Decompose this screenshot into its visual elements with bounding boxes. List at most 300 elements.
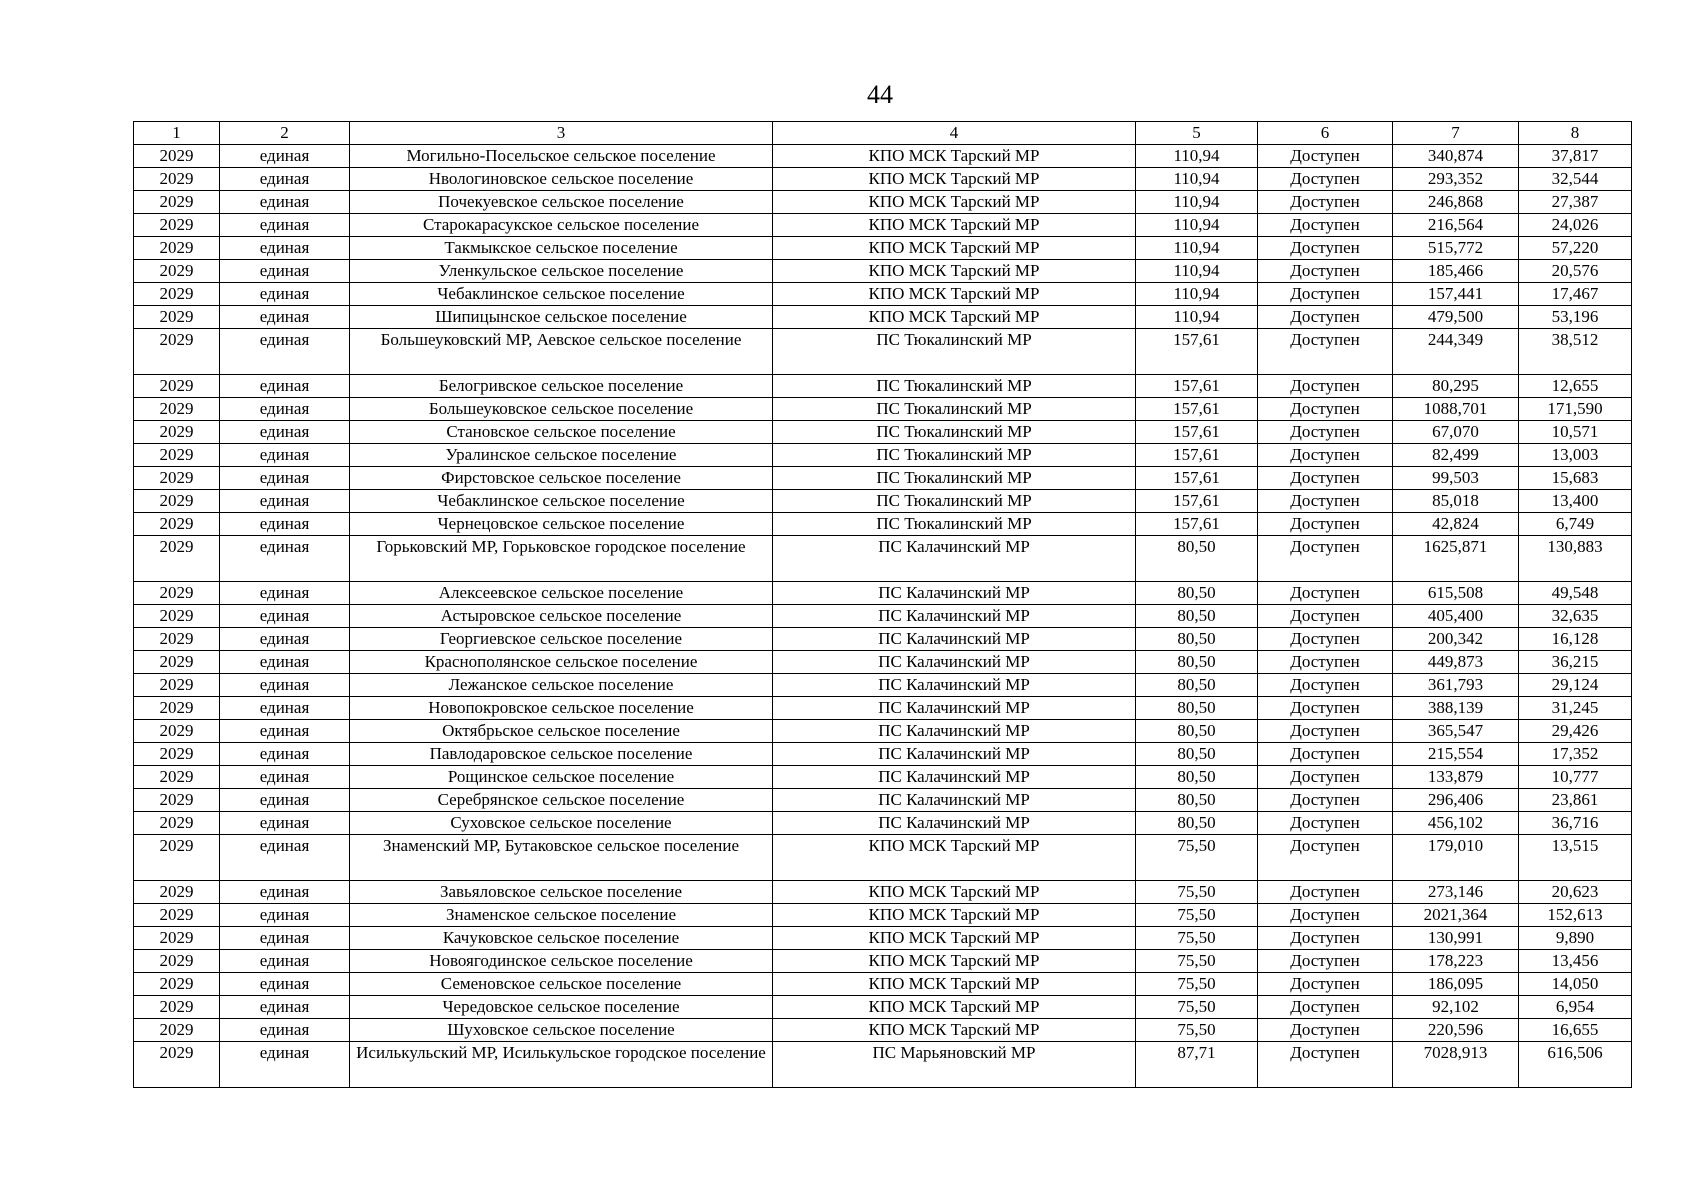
settlement-cell: Качуковское сельское поселение <box>350 927 773 950</box>
value-cell: 75,50 <box>1136 881 1258 904</box>
table-row <box>134 398 1632 421</box>
source-cell: ПС Тюкалинский МР <box>773 398 1136 421</box>
value-cell: 80,50 <box>1136 536 1258 582</box>
settlement-cell: Фирстовское сельское поселение <box>350 467 773 490</box>
amount-cell: 36,215 <box>1519 651 1632 674</box>
volume-cell: 388,139 <box>1393 697 1519 720</box>
amount-cell: 6,749 <box>1519 513 1632 536</box>
amount-cell: 17,467 <box>1519 283 1632 306</box>
amount-cell: 171,590 <box>1519 398 1632 421</box>
source-cell: ПС Тюкалинский МР <box>773 467 1136 490</box>
source-cell: КПО МСК Тарский МР <box>773 283 1136 306</box>
source-cell: КПО МСК Тарский МР <box>773 260 1136 283</box>
value-cell: 80,50 <box>1136 789 1258 812</box>
volume-cell: 244,349 <box>1393 329 1519 375</box>
amount-cell: 27,387 <box>1519 191 1632 214</box>
settlement-cell: Такмыкское сельское поселение <box>350 237 773 260</box>
table-row <box>134 927 1632 950</box>
header-row <box>134 122 1632 145</box>
type-cell: единая <box>220 467 350 490</box>
settlement-cell: Серебрянское сельское поселение <box>350 789 773 812</box>
type-cell: единая <box>220 375 350 398</box>
table-row <box>134 145 1632 168</box>
volume-cell: 216,564 <box>1393 214 1519 237</box>
settlement-cell: Старокарасукское сельское поселение <box>350 214 773 237</box>
source-cell: ПС Калачинский МР <box>773 743 1136 766</box>
value-cell: 157,61 <box>1136 421 1258 444</box>
source-cell: ПС Калачинский МР <box>773 674 1136 697</box>
table-row <box>134 375 1632 398</box>
amount-cell: 13,515 <box>1519 835 1632 881</box>
status-cell: Доступен <box>1258 789 1393 812</box>
settlement-cell: Могильно-Посельское сельское поселение <box>350 145 773 168</box>
value-cell: 75,50 <box>1136 996 1258 1019</box>
year-cell: 2029 <box>134 743 220 766</box>
table-row <box>134 766 1632 789</box>
settlement-cell: Уленкульское сельское поселение <box>350 260 773 283</box>
table-row <box>134 444 1632 467</box>
volume-cell: 449,873 <box>1393 651 1519 674</box>
volume-cell: 157,441 <box>1393 283 1519 306</box>
volume-cell: 340,874 <box>1393 145 1519 168</box>
settlement-cell: Шипицынское сельское поселение <box>350 306 773 329</box>
header-cell: 3 <box>350 122 773 145</box>
status-cell: Доступен <box>1258 375 1393 398</box>
volume-cell: 85,018 <box>1393 490 1519 513</box>
source-cell: ПС Тюкалинский МР <box>773 421 1136 444</box>
settlement-cell: Завьяловское сельское поселение <box>350 881 773 904</box>
type-cell: единая <box>220 697 350 720</box>
source-cell: КПО МСК Тарский МР <box>773 237 1136 260</box>
amount-cell: 32,544 <box>1519 168 1632 191</box>
amount-cell: 13,003 <box>1519 444 1632 467</box>
table-row <box>134 835 1632 881</box>
amount-cell: 57,220 <box>1519 237 1632 260</box>
source-cell: ПС Калачинский МР <box>773 628 1136 651</box>
amount-cell: 53,196 <box>1519 306 1632 329</box>
status-cell: Доступен <box>1258 536 1393 582</box>
amount-cell: 17,352 <box>1519 743 1632 766</box>
volume-cell: 2021,364 <box>1393 904 1519 927</box>
type-cell: единая <box>220 812 350 835</box>
status-cell: Доступен <box>1258 697 1393 720</box>
header-cell: 4 <box>773 122 1136 145</box>
volume-cell: 479,500 <box>1393 306 1519 329</box>
source-cell: ПС Тюкалинский МР <box>773 444 1136 467</box>
table-row <box>134 720 1632 743</box>
settlement-cell: Горьковский МР, Горьковское городское поселение <box>350 536 773 582</box>
type-cell: единая <box>220 214 350 237</box>
source-cell: ПС Марьяновский МР <box>773 1042 1136 1088</box>
source-cell: ПС Калачинский МР <box>773 582 1136 605</box>
table-row <box>134 605 1632 628</box>
year-cell: 2029 <box>134 536 220 582</box>
type-cell: единая <box>220 789 350 812</box>
value-cell: 157,61 <box>1136 467 1258 490</box>
value-cell: 157,61 <box>1136 398 1258 421</box>
header-cell: 8 <box>1519 122 1632 145</box>
type-cell: единая <box>220 743 350 766</box>
table-row <box>134 329 1632 375</box>
source-cell: ПС Тюкалинский МР <box>773 375 1136 398</box>
amount-cell: 10,571 <box>1519 421 1632 444</box>
type-cell: единая <box>220 513 350 536</box>
volume-cell: 186,095 <box>1393 973 1519 996</box>
year-cell: 2029 <box>134 1042 220 1088</box>
table-row <box>134 490 1632 513</box>
source-cell: КПО МСК Тарский МР <box>773 145 1136 168</box>
status-cell: Доступен <box>1258 490 1393 513</box>
year-cell: 2029 <box>134 812 220 835</box>
settlement-cell: Октябрьское сельское поселение <box>350 720 773 743</box>
header-cell: 5 <box>1136 122 1258 145</box>
value-cell: 80,50 <box>1136 605 1258 628</box>
value-cell: 75,50 <box>1136 950 1258 973</box>
table-row <box>134 651 1632 674</box>
year-cell: 2029 <box>134 973 220 996</box>
amount-cell: 37,817 <box>1519 145 1632 168</box>
table-row <box>134 628 1632 651</box>
year-cell: 2029 <box>134 628 220 651</box>
amount-cell: 15,683 <box>1519 467 1632 490</box>
volume-cell: 7028,913 <box>1393 1042 1519 1088</box>
status-cell: Доступен <box>1258 168 1393 191</box>
type-cell: единая <box>220 444 350 467</box>
volume-cell: 246,868 <box>1393 191 1519 214</box>
source-cell: ПС Калачинский МР <box>773 536 1136 582</box>
volume-cell: 215,554 <box>1393 743 1519 766</box>
volume-cell: 42,824 <box>1393 513 1519 536</box>
source-cell: КПО МСК Тарский МР <box>773 950 1136 973</box>
year-cell: 2029 <box>134 766 220 789</box>
page-number: 44 <box>867 80 893 109</box>
status-cell: Доступен <box>1258 812 1393 835</box>
year-cell: 2029 <box>134 674 220 697</box>
status-cell: Доступен <box>1258 720 1393 743</box>
year-cell: 2029 <box>134 996 220 1019</box>
source-cell: КПО МСК Тарский МР <box>773 168 1136 191</box>
amount-cell: 29,124 <box>1519 674 1632 697</box>
volume-cell: 179,010 <box>1393 835 1519 881</box>
type-cell: единая <box>220 628 350 651</box>
volume-cell: 1625,871 <box>1393 536 1519 582</box>
settlement-cell: Почекуевское сельское поселение <box>350 191 773 214</box>
table-row <box>134 881 1632 904</box>
type-cell: единая <box>220 1019 350 1042</box>
table-row <box>134 674 1632 697</box>
settlement-cell: Исилькульский МР, Исилькульское городское поселение <box>350 1042 773 1088</box>
status-cell: Доступен <box>1258 950 1393 973</box>
volume-cell: 515,772 <box>1393 237 1519 260</box>
status-cell: Доступен <box>1258 283 1393 306</box>
settlement-cell: Павлодаровское сельское поселение <box>350 743 773 766</box>
volume-cell: 456,102 <box>1393 812 1519 835</box>
table-row <box>134 1042 1632 1088</box>
table-row <box>134 582 1632 605</box>
status-cell: Доступен <box>1258 306 1393 329</box>
status-cell: Доступен <box>1258 674 1393 697</box>
value-cell: 80,50 <box>1136 651 1258 674</box>
volume-cell: 296,406 <box>1393 789 1519 812</box>
status-cell: Доступен <box>1258 927 1393 950</box>
year-cell: 2029 <box>134 651 220 674</box>
table-row <box>134 536 1632 582</box>
source-cell: ПС Калачинский МР <box>773 605 1136 628</box>
status-cell: Доступен <box>1258 1019 1393 1042</box>
volume-cell: 82,499 <box>1393 444 1519 467</box>
amount-cell: 29,426 <box>1519 720 1632 743</box>
value-cell: 75,50 <box>1136 1019 1258 1042</box>
value-cell: 110,94 <box>1136 214 1258 237</box>
value-cell: 110,94 <box>1136 237 1258 260</box>
settlement-cell: Суховское сельское поселение <box>350 812 773 835</box>
year-cell: 2029 <box>134 904 220 927</box>
amount-cell: 13,456 <box>1519 950 1632 973</box>
year-cell: 2029 <box>134 835 220 881</box>
year-cell: 2029 <box>134 1019 220 1042</box>
status-cell: Доступен <box>1258 605 1393 628</box>
table-row <box>134 237 1632 260</box>
value-cell: 110,94 <box>1136 145 1258 168</box>
type-cell: единая <box>220 996 350 1019</box>
status-cell: Доступен <box>1258 329 1393 375</box>
volume-cell: 361,793 <box>1393 674 1519 697</box>
settlement-cell: Знаменский МР, Бутаковское сельское поселение <box>350 835 773 881</box>
status-cell: Доступен <box>1258 237 1393 260</box>
status-cell: Доступен <box>1258 904 1393 927</box>
table-row <box>134 904 1632 927</box>
year-cell: 2029 <box>134 697 220 720</box>
source-cell: ПС Калачинский МР <box>773 697 1136 720</box>
table-row <box>134 283 1632 306</box>
type-cell: единая <box>220 582 350 605</box>
type-cell: единая <box>220 237 350 260</box>
volume-cell: 273,146 <box>1393 881 1519 904</box>
type-cell: единая <box>220 973 350 996</box>
type-cell: единая <box>220 766 350 789</box>
table-row <box>134 743 1632 766</box>
settlement-cell: Знаменское сельское поселение <box>350 904 773 927</box>
source-cell: ПС Тюкалинский МР <box>773 329 1136 375</box>
status-cell: Доступен <box>1258 996 1393 1019</box>
amount-cell: 16,655 <box>1519 1019 1632 1042</box>
volume-cell: 615,508 <box>1393 582 1519 605</box>
source-cell: ПС Калачинский МР <box>773 812 1136 835</box>
year-cell: 2029 <box>134 214 220 237</box>
amount-cell: 20,623 <box>1519 881 1632 904</box>
year-cell: 2029 <box>134 513 220 536</box>
source-cell: КПО МСК Тарский МР <box>773 835 1136 881</box>
source-cell: КПО МСК Тарский МР <box>773 1019 1136 1042</box>
value-cell: 157,61 <box>1136 375 1258 398</box>
source-cell: ПС Калачинский МР <box>773 651 1136 674</box>
value-cell: 80,50 <box>1136 582 1258 605</box>
type-cell: единая <box>220 490 350 513</box>
table-row <box>134 1019 1632 1042</box>
type-cell: единая <box>220 329 350 375</box>
source-cell: КПО МСК Тарский МР <box>773 306 1136 329</box>
type-cell: единая <box>220 651 350 674</box>
year-cell: 2029 <box>134 720 220 743</box>
year-cell: 2029 <box>134 490 220 513</box>
header-cell: 1 <box>134 122 220 145</box>
settlement-cell: Чебаклинское сельское поселение <box>350 283 773 306</box>
status-cell: Доступен <box>1258 973 1393 996</box>
table-row <box>134 697 1632 720</box>
value-cell: 80,50 <box>1136 720 1258 743</box>
settlement-cell: Новоягодинское сельское поселение <box>350 950 773 973</box>
table-row <box>134 306 1632 329</box>
type-cell: единая <box>220 306 350 329</box>
status-cell: Доступен <box>1258 743 1393 766</box>
value-cell: 157,61 <box>1136 490 1258 513</box>
year-cell: 2029 <box>134 467 220 490</box>
amount-cell: 6,954 <box>1519 996 1632 1019</box>
value-cell: 75,50 <box>1136 904 1258 927</box>
status-cell: Доступен <box>1258 1042 1393 1088</box>
status-cell: Доступен <box>1258 191 1393 214</box>
value-cell: 80,50 <box>1136 674 1258 697</box>
settlement-cell: Чебаклинское сельское поселение <box>350 490 773 513</box>
value-cell: 80,50 <box>1136 628 1258 651</box>
year-cell: 2029 <box>134 283 220 306</box>
value-cell: 110,94 <box>1136 283 1258 306</box>
year-cell: 2029 <box>134 375 220 398</box>
status-cell: Доступен <box>1258 881 1393 904</box>
year-cell: 2029 <box>134 168 220 191</box>
source-cell: КПО МСК Тарский МР <box>773 214 1136 237</box>
value-cell: 80,50 <box>1136 697 1258 720</box>
value-cell: 110,94 <box>1136 168 1258 191</box>
settlement-cell: Уралинское сельское поселение <box>350 444 773 467</box>
settlement-cell: Белогривское сельское поселение <box>350 375 773 398</box>
settlement-cell: Семеновское сельское поселение <box>350 973 773 996</box>
amount-cell: 38,512 <box>1519 329 1632 375</box>
settlement-cell: Алексеевское сельское поселение <box>350 582 773 605</box>
source-cell: КПО МСК Тарский МР <box>773 881 1136 904</box>
volume-cell: 200,342 <box>1393 628 1519 651</box>
table-row <box>134 214 1632 237</box>
settlement-cell: Чернецовское сельское поселение <box>350 513 773 536</box>
settlement-cell: Лежанское сельское поселение <box>350 674 773 697</box>
amount-cell: 49,548 <box>1519 582 1632 605</box>
year-cell: 2029 <box>134 582 220 605</box>
status-cell: Доступен <box>1258 398 1393 421</box>
value-cell: 110,94 <box>1136 191 1258 214</box>
volume-cell: 67,070 <box>1393 421 1519 444</box>
status-cell: Доступен <box>1258 628 1393 651</box>
year-cell: 2029 <box>134 398 220 421</box>
year-cell: 2029 <box>134 927 220 950</box>
source-cell: ПС Калачинский МР <box>773 789 1136 812</box>
value-cell: 157,61 <box>1136 444 1258 467</box>
amount-cell: 31,245 <box>1519 697 1632 720</box>
amount-cell: 616,506 <box>1519 1042 1632 1088</box>
value-cell: 75,50 <box>1136 973 1258 996</box>
settlement-cell: Большеуковское сельское поселение <box>350 398 773 421</box>
type-cell: единая <box>220 835 350 881</box>
source-cell: КПО МСК Тарский МР <box>773 904 1136 927</box>
type-cell: единая <box>220 168 350 191</box>
year-cell: 2029 <box>134 260 220 283</box>
amount-cell: 13,400 <box>1519 490 1632 513</box>
type-cell: единая <box>220 950 350 973</box>
amount-cell: 24,026 <box>1519 214 1632 237</box>
type-cell: единая <box>220 927 350 950</box>
source-cell: ПС Тюкалинский МР <box>773 513 1136 536</box>
volume-cell: 1088,701 <box>1393 398 1519 421</box>
year-cell: 2029 <box>134 444 220 467</box>
table-row <box>134 467 1632 490</box>
amount-cell: 12,655 <box>1519 375 1632 398</box>
status-cell: Доступен <box>1258 467 1393 490</box>
type-cell: единая <box>220 421 350 444</box>
year-cell: 2029 <box>134 237 220 260</box>
value-cell: 80,50 <box>1136 766 1258 789</box>
type-cell: единая <box>220 145 350 168</box>
amount-cell: 14,050 <box>1519 973 1632 996</box>
type-cell: единая <box>220 191 350 214</box>
source-cell: КПО МСК Тарский МР <box>773 973 1136 996</box>
volume-cell: 405,400 <box>1393 605 1519 628</box>
value-cell: 110,94 <box>1136 260 1258 283</box>
source-cell: КПО МСК Тарский МР <box>773 191 1136 214</box>
data-table <box>133 121 1632 1088</box>
volume-cell: 92,102 <box>1393 996 1519 1019</box>
year-cell: 2029 <box>134 789 220 812</box>
type-cell: единая <box>220 283 350 306</box>
value-cell: 75,50 <box>1136 927 1258 950</box>
amount-cell: 20,576 <box>1519 260 1632 283</box>
amount-cell: 32,635 <box>1519 605 1632 628</box>
table-row <box>134 973 1632 996</box>
volume-cell: 220,596 <box>1393 1019 1519 1042</box>
settlement-cell: Шуховское сельское поселение <box>350 1019 773 1042</box>
status-cell: Доступен <box>1258 421 1393 444</box>
status-cell: Доступен <box>1258 582 1393 605</box>
value-cell: 80,50 <box>1136 743 1258 766</box>
year-cell: 2029 <box>134 421 220 444</box>
year-cell: 2029 <box>134 329 220 375</box>
table-row <box>134 168 1632 191</box>
value-cell: 80,50 <box>1136 812 1258 835</box>
status-cell: Доступен <box>1258 145 1393 168</box>
year-cell: 2029 <box>134 191 220 214</box>
header-cell: 7 <box>1393 122 1519 145</box>
header-cell: 2 <box>220 122 350 145</box>
type-cell: единая <box>220 904 350 927</box>
value-cell: 110,94 <box>1136 306 1258 329</box>
source-cell: КПО МСК Тарский МР <box>773 996 1136 1019</box>
type-cell: единая <box>220 605 350 628</box>
status-cell: Доступен <box>1258 766 1393 789</box>
settlement-cell: Астыровское сельское поселение <box>350 605 773 628</box>
amount-cell: 36,716 <box>1519 812 1632 835</box>
source-cell: КПО МСК Тарский МР <box>773 927 1136 950</box>
value-cell: 157,61 <box>1136 329 1258 375</box>
source-cell: ПС Калачинский МР <box>773 766 1136 789</box>
header-cell: 6 <box>1258 122 1393 145</box>
year-cell: 2029 <box>134 145 220 168</box>
volume-cell: 130,991 <box>1393 927 1519 950</box>
settlement-cell: Чередовское сельское поселение <box>350 996 773 1019</box>
volume-cell: 99,503 <box>1393 467 1519 490</box>
type-cell: единая <box>220 720 350 743</box>
amount-cell: 130,883 <box>1519 536 1632 582</box>
type-cell: единая <box>220 260 350 283</box>
source-cell: ПС Тюкалинский МР <box>773 490 1136 513</box>
settlement-cell: Новопокровское сельское поселение <box>350 697 773 720</box>
